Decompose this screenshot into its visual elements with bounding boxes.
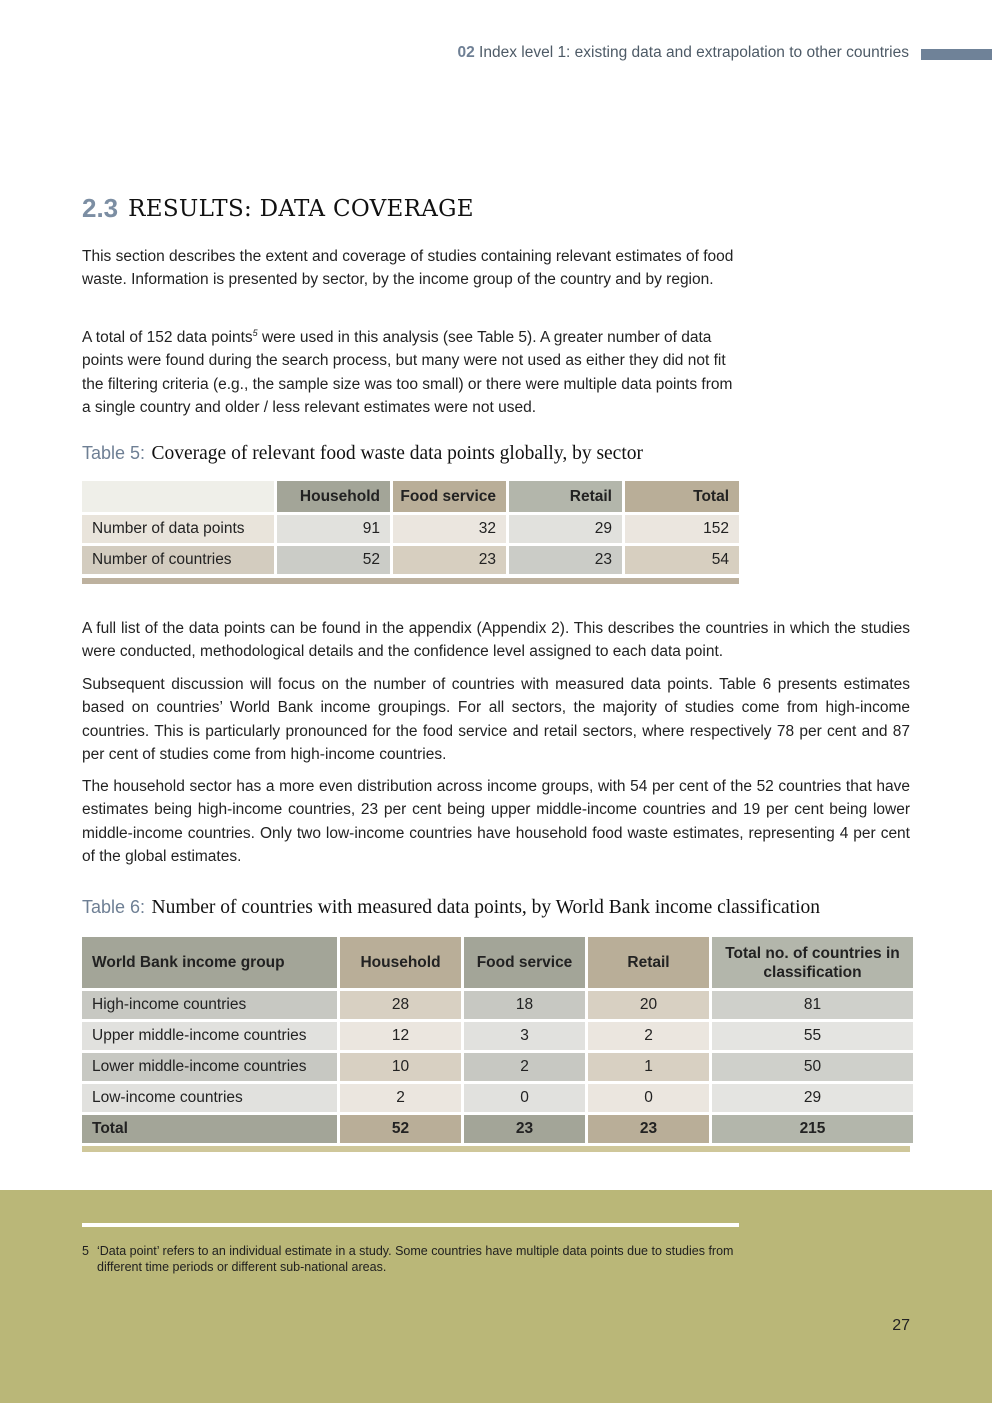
table5-caption bbox=[82, 443, 643, 465]
table5-cell: 23 bbox=[393, 546, 506, 574]
table6-caption bbox=[82, 897, 820, 919]
table6-header-food-service: Food service bbox=[464, 937, 585, 988]
table-row bbox=[82, 1053, 913, 1081]
table-row bbox=[82, 546, 739, 574]
table6-cell: 2 bbox=[588, 1022, 709, 1050]
table6-cell: 3 bbox=[464, 1022, 585, 1050]
table6 bbox=[79, 934, 916, 1146]
section-title: RESULTS: DATA COVERAGE bbox=[128, 195, 474, 222]
table6-cell: 81 bbox=[712, 991, 913, 1019]
table5-cell: 32 bbox=[393, 515, 506, 543]
table6-cell: 28 bbox=[340, 991, 461, 1019]
table6-cell: 55 bbox=[712, 1022, 913, 1050]
table5-cell: 91 bbox=[277, 515, 390, 543]
table5-label: Table 5: bbox=[82, 443, 146, 463]
table5-cell: 54 bbox=[625, 546, 739, 574]
table-row bbox=[82, 991, 913, 1019]
table5-row-label: Number of data points bbox=[82, 515, 274, 543]
table5-bottom-rule bbox=[82, 578, 739, 584]
table5-header-blank bbox=[82, 481, 274, 512]
table6-row-label: Lower middle-income countries bbox=[82, 1053, 337, 1081]
section-number: 2.3 bbox=[82, 193, 119, 223]
table6-cell: 18 bbox=[464, 991, 585, 1019]
table5-header-household: Household bbox=[277, 481, 390, 512]
footnote bbox=[82, 1243, 742, 1275]
paragraph-text: A total of 152 data points bbox=[82, 329, 253, 346]
table6-title: Number of countries with measured data points, by World Bank income classification bbox=[151, 897, 820, 918]
table-row bbox=[82, 1084, 913, 1112]
table6-cell: 50 bbox=[712, 1053, 913, 1081]
table6-cell: 10 bbox=[340, 1053, 461, 1081]
footnote-reference[interactable]: 5 bbox=[252, 328, 258, 338]
table5-header-total: Total bbox=[625, 481, 739, 512]
footnote-number: 5 bbox=[82, 1244, 89, 1258]
table6-cell: 12 bbox=[340, 1022, 461, 1050]
chapter-title: Index level 1: existing data and extrapolation to other countries bbox=[479, 44, 909, 61]
table6-row-label: Low-income countries bbox=[82, 1084, 337, 1112]
data-points-paragraph bbox=[82, 326, 742, 419]
income-groups-paragraph: Subsequent discussion will focus on the number of countries with measured data points. Table 6 presents estimates based on countries’ World Bank income groupings. For all sectors, the majority of studies come from high-income countries. This is particularly pronounced for the food service and retail sectors, where respectively 78 per cent and 87 per cent of studies come from high-income countries. bbox=[82, 676, 910, 763]
table-row bbox=[82, 1022, 913, 1050]
table5-title: Coverage of relevant food waste data points globally, by sector bbox=[151, 443, 643, 464]
table6-row-label: High-income countries bbox=[82, 991, 337, 1019]
table5 bbox=[79, 478, 742, 577]
header-accent-bar bbox=[921, 49, 992, 60]
footnote-divider bbox=[82, 1223, 739, 1227]
table6-cell: 29 bbox=[712, 1084, 913, 1112]
table5-header-row bbox=[82, 481, 739, 512]
table6-cell: 2 bbox=[464, 1053, 585, 1081]
table5-cell: 152 bbox=[625, 515, 739, 543]
table6-total-row bbox=[82, 1115, 913, 1143]
table6-cell: 20 bbox=[588, 991, 709, 1019]
table6-row-label: Upper middle-income countries bbox=[82, 1022, 337, 1050]
table6-label: Table 6: bbox=[82, 897, 146, 917]
running-header bbox=[457, 44, 909, 62]
table5-cell: 23 bbox=[509, 546, 622, 574]
table6-header-retail: Retail bbox=[588, 937, 709, 988]
table5-cell: 29 bbox=[509, 515, 622, 543]
paragraph-text: were used in this analysis (see Table 5). A greater number of data points were found during the search process, but many were not used as either they did not fit the filtering criteria (e.g., the sample size was too small) or there were multiple data points from a single country and older / less relevant estimates were not used. bbox=[82, 329, 733, 416]
table6-header-group: World Bank income group bbox=[82, 937, 337, 988]
table6-total-cell: 215 bbox=[712, 1115, 913, 1143]
table6-bottom-rule bbox=[82, 1146, 910, 1152]
household-paragraph: The household sector has a more even distribution across income groups, with 54 per cent of the 52 countries that have estimates being high-income countries, 23 per cent being upper middle-income countries and 19 per cent being lower middle-income countries. Only two low-income countries have household food waste estimates, representing 4 per cent of the global estimates. bbox=[82, 778, 910, 865]
table6-header-household: Household bbox=[340, 937, 461, 988]
table6-cell: 0 bbox=[464, 1084, 585, 1112]
intro-paragraph: This section describes the extent and coverage of studies containing relevant estimates of food waste. Information is presented by sector, by the income group of the country and by region. bbox=[82, 248, 734, 289]
page-number: 27 bbox=[892, 1317, 910, 1334]
table-row bbox=[82, 515, 739, 543]
footer-band bbox=[0, 1190, 992, 1403]
footnote-text: ‘Data point’ refers to an individual estimate in a study. Some countries have multiple data points due to studies from different time periods or different sub-national areas. bbox=[97, 1244, 734, 1274]
appendix-paragraph: A full list of the data points can be found in the appendix (Appendix 2). This describes the countries in which the studies were conducted, methodological details and the confidence level assigned to each data point. bbox=[82, 620, 910, 661]
table6-total-cell: 23 bbox=[464, 1115, 585, 1143]
table5-cell: 52 bbox=[277, 546, 390, 574]
chapter-number: 02 bbox=[457, 44, 475, 61]
table5-header-retail: Retail bbox=[509, 481, 622, 512]
table5-row-label: Number of countries bbox=[82, 546, 274, 574]
table6-cell: 2 bbox=[340, 1084, 461, 1112]
table6-header-total-countries: Total no. of countries in classification bbox=[712, 937, 913, 988]
table6-total-cell: 52 bbox=[340, 1115, 461, 1143]
table6-cell: 0 bbox=[588, 1084, 709, 1112]
table5-header-food-service: Food service bbox=[393, 481, 506, 512]
table6-total-label: Total bbox=[82, 1115, 337, 1143]
section-heading bbox=[82, 193, 474, 224]
table6-total-cell: 23 bbox=[588, 1115, 709, 1143]
table6-header-row bbox=[82, 937, 913, 988]
table6-cell: 1 bbox=[588, 1053, 709, 1081]
